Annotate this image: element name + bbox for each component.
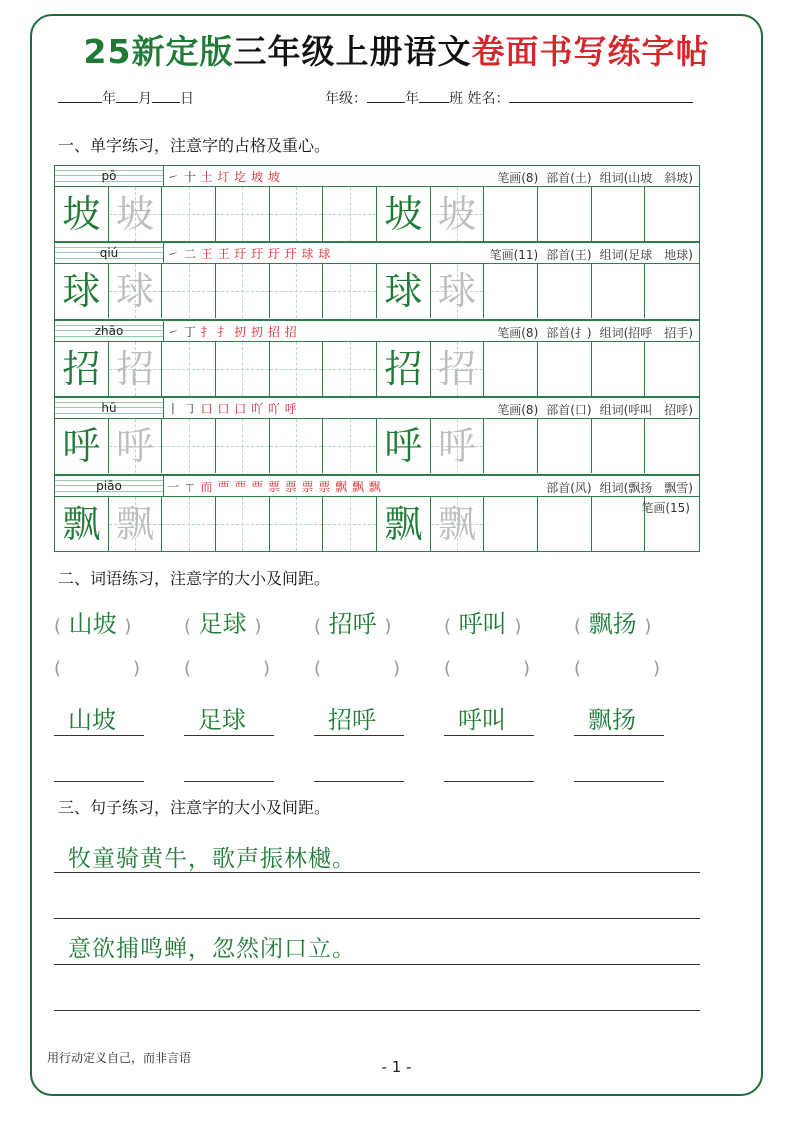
stroke-count: 笔画(8) xyxy=(497,403,539,418)
trace-char-cell[interactable] xyxy=(109,419,163,473)
stroke-count: 笔画(8) xyxy=(497,171,539,185)
char-meta xyxy=(489,401,693,418)
practice-cell[interactable] xyxy=(592,419,646,473)
word-on-line: 飘扬 xyxy=(588,706,636,734)
model-char: 飘 xyxy=(384,501,423,546)
trace-char: 球 xyxy=(116,269,155,314)
practice-cell[interactable] xyxy=(538,419,592,473)
practice-cell[interactable] xyxy=(270,419,324,473)
radical: 部首(风) xyxy=(546,480,592,495)
model-char: 呼 xyxy=(62,424,101,469)
trace-char: 飘 xyxy=(438,501,477,546)
practice-cell[interactable] xyxy=(645,187,699,241)
char-row xyxy=(54,320,700,397)
trace-char-cell[interactable] xyxy=(109,264,163,318)
writing-cells xyxy=(54,264,700,319)
model-char-cell[interactable] xyxy=(377,497,431,551)
word-on-line: 山坡 xyxy=(68,706,116,734)
word-blank[interactable]: ( ) xyxy=(444,658,531,679)
char-info-row xyxy=(54,397,700,419)
practice-cell[interactable] xyxy=(592,187,646,241)
stroke-order: ㇀ 二 王 王 玗 玗 玗 玗 球 球 xyxy=(167,247,331,262)
char-row xyxy=(54,242,700,319)
char-info-row xyxy=(54,242,700,264)
model-char-cell[interactable] xyxy=(377,342,431,396)
word-line[interactable] xyxy=(314,781,404,782)
trace-char: 坡 xyxy=(116,192,155,236)
word-blank[interactable]: ( ) xyxy=(574,658,661,679)
word-model: ( 呼叫 ) xyxy=(444,610,522,638)
word-line[interactable] xyxy=(444,735,534,736)
practice-cell[interactable] xyxy=(270,187,324,241)
practice-cell[interactable] xyxy=(216,264,270,318)
model-char: 坡 xyxy=(62,192,101,236)
radical: 部首(扌) xyxy=(546,325,592,340)
pinyin-box xyxy=(55,166,164,187)
char-info-row xyxy=(54,320,700,342)
trace-char: 招 xyxy=(438,346,477,391)
word-line[interactable] xyxy=(444,781,534,782)
radical: 部首(王) xyxy=(546,248,592,263)
model-char-cell[interactable] xyxy=(55,187,109,241)
model-char-cell[interactable] xyxy=(377,419,431,473)
practice-cell[interactable] xyxy=(162,497,216,551)
practice-cell[interactable] xyxy=(538,187,592,241)
practice-cell[interactable] xyxy=(538,497,592,551)
model-char: 招 xyxy=(384,346,423,391)
words: 组词(山坡 斜坡) xyxy=(599,171,693,185)
date-fields: 年 月 日 xyxy=(58,88,194,108)
practice-cell[interactable] xyxy=(645,342,699,396)
section3-title: 三、句子练习，注意字的大小及间距。 xyxy=(58,798,331,817)
pinyin: pō xyxy=(101,169,117,183)
trace-char-cell[interactable] xyxy=(431,497,485,551)
practice-cell[interactable] xyxy=(484,419,538,473)
writing-cells xyxy=(54,342,700,397)
name-blank[interactable] xyxy=(509,88,693,103)
grade-blank[interactable] xyxy=(367,88,405,103)
word-model: ( 山坡 ) xyxy=(54,610,132,638)
words: 组词(招呼 招手) xyxy=(599,325,693,340)
writing-line[interactable] xyxy=(54,918,700,919)
model-char: 坡 xyxy=(384,192,423,236)
stroke-order: 一 ㄒ 而 覀 覀 覀 票 票 票 票 飘 飘 飘 xyxy=(167,479,382,494)
pinyin: zhāo xyxy=(94,323,124,338)
radical: 部首(口) xyxy=(546,403,592,418)
month-blank[interactable] xyxy=(116,88,138,103)
practice-cell[interactable] xyxy=(216,497,270,551)
practice-cell[interactable] xyxy=(484,264,538,318)
writing-cells xyxy=(54,497,700,552)
practice-cell[interactable] xyxy=(270,264,324,318)
char-meta xyxy=(482,246,693,263)
writing-line[interactable] xyxy=(54,872,700,873)
word-line[interactable] xyxy=(314,735,404,736)
model-char-cell[interactable] xyxy=(55,264,109,318)
practice-cell[interactable] xyxy=(592,342,646,396)
word-on-line: 足球 xyxy=(198,706,246,734)
practice-cell[interactable] xyxy=(484,342,538,396)
model-char: 球 xyxy=(62,269,101,314)
word-on-line: 呼叫 xyxy=(458,706,506,734)
model-char-cell[interactable] xyxy=(55,419,109,473)
student-fields: 年级： 年 班 姓名： xyxy=(325,88,693,108)
sentence-2: 意欲捕鸣蝉，忽然闭口立。 xyxy=(68,936,356,962)
word-model: ( 足球 ) xyxy=(184,610,262,638)
pinyin-box xyxy=(55,398,164,419)
writing-line[interactable] xyxy=(54,1010,700,1011)
page-title: 25新定版三年级上册语文卷面书写练字帖 xyxy=(83,32,710,71)
practice-cell[interactable] xyxy=(216,419,270,473)
model-char-cell[interactable] xyxy=(55,342,109,396)
char-row xyxy=(54,475,700,552)
sentence-1: 牧童骑黄牛，歌声振林樾。 xyxy=(68,846,356,872)
radical: 部首(土) xyxy=(546,171,592,185)
practice-cell[interactable] xyxy=(538,342,592,396)
char-meta xyxy=(489,324,693,341)
practice-cell[interactable] xyxy=(484,187,538,241)
words: 组词(呼叫 招呼) xyxy=(599,403,693,418)
word-blank[interactable]: ( ) xyxy=(184,658,271,679)
word-model: ( 飘扬 ) xyxy=(574,610,652,638)
year-blank[interactable] xyxy=(58,88,102,103)
pinyin-box xyxy=(55,243,164,264)
practice-cell[interactable] xyxy=(538,264,592,318)
character-grid xyxy=(54,165,700,552)
stroke-order: ㇀ 十 土 圢 圪 坡 坡 xyxy=(167,170,281,184)
practice-cell[interactable] xyxy=(484,497,538,551)
trace-char-cell[interactable] xyxy=(431,342,485,396)
words: 组词(足球 地球) xyxy=(599,248,693,263)
practice-cell[interactable] xyxy=(323,342,377,396)
word-model: ( 招呼 ) xyxy=(314,610,392,638)
practice-cell[interactable] xyxy=(270,342,324,396)
model-char-cell[interactable] xyxy=(55,497,109,551)
practice-cell[interactable] xyxy=(592,264,646,318)
word-line[interactable] xyxy=(184,735,274,736)
pinyin-box xyxy=(55,476,164,497)
trace-char-cell[interactable] xyxy=(109,497,163,551)
practice-cell[interactable] xyxy=(592,497,646,551)
word-blank[interactable]: ( ) xyxy=(314,658,401,679)
practice-cell[interactable] xyxy=(645,264,699,318)
word-on-line: 招呼 xyxy=(328,706,376,734)
trace-char: 坡 xyxy=(438,192,477,236)
practice-cell[interactable] xyxy=(323,419,377,473)
pinyin: hū xyxy=(101,401,117,416)
page-number: - 1 - xyxy=(381,1058,412,1076)
char-row xyxy=(54,165,700,242)
class-blank[interactable] xyxy=(419,88,449,103)
practice-cell[interactable] xyxy=(162,264,216,318)
pinyin: qiú xyxy=(99,246,119,261)
pinyin: piāo xyxy=(96,478,122,493)
practice-cell[interactable] xyxy=(323,187,377,241)
char-info-row xyxy=(54,475,700,497)
model-char: 飘 xyxy=(62,501,101,546)
word-line[interactable] xyxy=(54,781,144,782)
practice-cell[interactable] xyxy=(270,497,324,551)
word-line[interactable] xyxy=(574,781,664,782)
pinyin-box xyxy=(55,321,164,342)
trace-char: 呼 xyxy=(116,424,155,469)
word-line[interactable] xyxy=(54,735,144,736)
practice-cell[interactable] xyxy=(162,419,216,473)
practice-cell[interactable] xyxy=(216,187,270,241)
trace-char: 球 xyxy=(438,269,477,314)
model-char-cell[interactable] xyxy=(377,264,431,318)
practice-cell[interactable] xyxy=(323,264,377,318)
practice-cell[interactable] xyxy=(216,342,270,396)
trace-char-cell[interactable] xyxy=(109,342,163,396)
stroke-order: ㇀ 丁 扌 扌 扨 扨 招 招 xyxy=(167,324,298,339)
trace-char-cell[interactable] xyxy=(431,419,485,473)
trace-char: 呼 xyxy=(438,424,477,469)
section2-title: 二、词语练习，注意字的大小及间距。 xyxy=(58,569,331,588)
writing-cells xyxy=(54,419,700,474)
word-line[interactable] xyxy=(184,781,274,782)
char-meta xyxy=(489,169,693,186)
char-info-row xyxy=(54,165,700,187)
char-meta xyxy=(538,479,693,496)
model-char-cell[interactable] xyxy=(377,187,431,241)
model-char: 招 xyxy=(62,346,101,391)
footer-quote: 用行动定义自己，而非言语 xyxy=(47,1051,192,1065)
stroke-order: 丨 ㇆ 口 口 口 吖 吖 呼 xyxy=(167,402,298,417)
practice-cell[interactable] xyxy=(645,419,699,473)
practice-cell[interactable] xyxy=(162,187,216,241)
model-char: 呼 xyxy=(384,424,423,469)
words: 组词(飘扬 飘雪) xyxy=(599,480,693,495)
trace-char: 飘 xyxy=(116,501,155,546)
trace-char: 招 xyxy=(116,346,155,391)
writing-line[interactable] xyxy=(54,964,700,965)
stroke-count: 笔画(11) xyxy=(489,248,539,263)
writing-cells xyxy=(54,187,700,242)
word-line[interactable] xyxy=(574,735,664,736)
practice-cell[interactable] xyxy=(323,497,377,551)
model-char: 球 xyxy=(384,269,423,314)
stroke-count: 笔画(8) xyxy=(497,325,539,340)
trace-char-cell[interactable] xyxy=(431,187,485,241)
trace-char-cell[interactable] xyxy=(109,187,163,241)
word-blank[interactable]: ( ) xyxy=(54,658,141,679)
stroke-count: 笔画(15) xyxy=(641,500,690,515)
section1-title: 一、单字练习，注意字的占格及重心。 xyxy=(58,136,331,155)
trace-char-cell[interactable] xyxy=(431,264,485,318)
char-row xyxy=(54,397,700,474)
day-blank[interactable] xyxy=(152,88,180,103)
practice-cell[interactable] xyxy=(162,342,216,396)
